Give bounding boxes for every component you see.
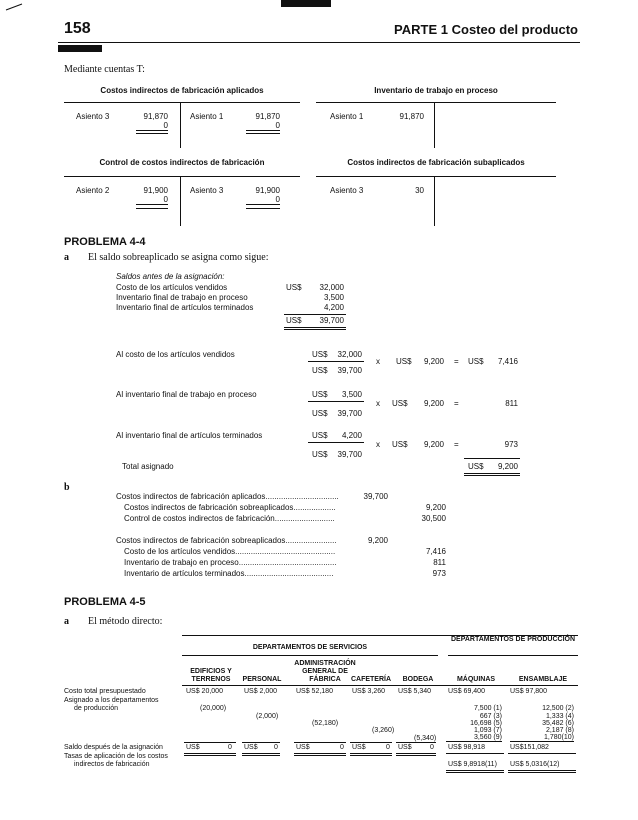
dept-servicios-header: DEPARTAMENTOS DE SERVICIOS — [252, 644, 368, 651]
part-a-text: El método directo: — [88, 616, 163, 627]
cell-budget: US$ 20,000 — [186, 688, 223, 695]
cell-ens: 1,333 (4) — [545, 713, 574, 720]
cell-budget: US$ 97,800 — [510, 688, 547, 695]
total-asignado-currency: US$ — [468, 462, 484, 471]
cell-assign: (5,340) — [414, 735, 437, 742]
cell-budget: US$ 5,340 — [398, 688, 432, 695]
corner-stroke — [6, 4, 22, 10]
col-edificios: EDIFICIOS Y TERRENOS — [190, 668, 232, 683]
alloc-denominator: 39,700 — [337, 409, 362, 418]
entry-total: 0 — [246, 121, 280, 131]
saldo-label: Costo de los artículos vendidos — [116, 283, 228, 292]
col-admin-general: ADMINISTRACIÓN GENERAL DE FÁBRICA — [294, 660, 356, 683]
col-cafeteria: CAFETERÍA — [350, 676, 392, 683]
problem-4-4-title: PROBLEMA 4-4 — [64, 236, 146, 248]
journal-credit: 973 — [432, 569, 446, 578]
cell-assign: (20,000) — [200, 705, 227, 712]
taccount-title: Costos indirectos de fabricación aplicados — [100, 86, 264, 95]
cell-ens: 12,500 (2) — [542, 705, 574, 712]
cell-ens: 2,187 (8) — [545, 727, 574, 734]
taccount-title: Costos indirectos de fabricación subaplicados — [347, 158, 525, 167]
entry-label: Asiento 2 — [76, 186, 110, 195]
alloc-label: Al inventario final de trabajo en proceso — [116, 390, 257, 399]
cell-after-currency: US$ — [244, 744, 258, 751]
saldo-total-currency: US$ — [286, 316, 302, 325]
alloc-multiplier: 9,200 — [423, 357, 444, 366]
part-a-letter: a — [64, 252, 69, 263]
entry-label: Asiento 3 — [190, 186, 224, 195]
saldo-value: 3,500 — [323, 293, 344, 302]
alloc-mult-currency: US$ — [396, 357, 412, 366]
entry-label: Asiento 1 — [330, 112, 364, 121]
cell-ens: 35,482 (6) — [542, 720, 574, 727]
cell-budget: US$ 52,180 — [296, 688, 333, 695]
alloc-denominator: 39,700 — [337, 450, 362, 459]
cell-after: 0 — [386, 744, 390, 751]
alloc-currency: US$ — [312, 431, 328, 440]
alloc-times: x — [376, 440, 380, 449]
cell-maq: 667 (3) — [479, 713, 502, 720]
page-number: 158 — [64, 20, 91, 37]
journal-credit: 30,500 — [421, 514, 446, 523]
alloc-multiplier: 9,200 — [423, 399, 444, 408]
journal-account: Inventario de artículos terminados........................................ — [124, 569, 334, 578]
row-rates-label: Tasas de aplicación de los costos — [64, 753, 168, 760]
alloc-currency: US$ — [312, 390, 328, 399]
taccount-title: Control de costos indirectos de fabricación — [99, 158, 265, 167]
alloc-equals: = — [454, 440, 459, 449]
entry-label: Asiento 3 — [76, 112, 110, 121]
cell-budget: US$ 3,260 — [352, 688, 386, 695]
header-block-mark — [58, 45, 102, 52]
cell-maq: 16,698 (5) — [470, 720, 502, 727]
cell-rate-maq: US$ 9,8918(11) — [448, 761, 497, 768]
cell-after: 0 — [430, 744, 434, 751]
alloc-label: Al inventario final de artículos terminados — [116, 431, 263, 440]
journal-credit: 7,416 — [425, 547, 446, 556]
journal-debit: 39,700 — [363, 492, 388, 501]
alloc-times: x — [376, 357, 380, 366]
col-maquinas: MÁQUINAS — [456, 676, 496, 683]
alloc-equals: = — [454, 399, 459, 408]
header-rule — [58, 42, 580, 43]
col-ensamblaje: ENSAMBLAJE — [518, 676, 568, 683]
row-assign-label: Asignado a los departamentos — [64, 697, 159, 704]
entry-value: 91,900 — [143, 186, 168, 195]
alloc-den-currency: US$ — [312, 366, 328, 375]
cell-after-currency: US$ — [296, 744, 310, 751]
alloc-numerator: 32,000 — [337, 350, 362, 359]
alloc-result: 7,416 — [497, 357, 518, 366]
alloc-result: 973 — [504, 440, 518, 449]
col-bodega: BODEGA — [402, 676, 434, 683]
cell-after-currency: US$ — [398, 744, 412, 751]
journal-account: Costos indirectos de fabricación sobreaplicados....................... — [116, 536, 337, 545]
entry-total: 0 — [136, 121, 168, 131]
cell-after: 0 — [228, 744, 232, 751]
part-label: PARTE 1 — [394, 22, 448, 37]
total-asignado-value: 9,200 — [497, 462, 518, 471]
alloc-numerator: 4,200 — [341, 431, 362, 440]
alloc-mult-currency: US$ — [392, 440, 408, 449]
running-header — [394, 22, 578, 37]
cell-after: 0 — [274, 744, 278, 751]
alloc-multiplier: 9,200 — [423, 440, 444, 449]
cell-after-maq: US$ 98,918 — [448, 744, 485, 751]
journal-account: Costos indirectos de fabricación aplicados................................. — [116, 492, 339, 501]
cell-after-currency: US$ — [186, 744, 200, 751]
cell-maq: 3,560 (9) — [446, 734, 502, 742]
saldo-value: 4,200 — [323, 303, 344, 312]
alloc-den-currency: US$ — [312, 450, 328, 459]
journal-credit: 811 — [433, 558, 446, 567]
alloc-label: Al costo de los artículos vendidos — [116, 350, 235, 359]
cell-budget: US$ 2,000 — [244, 688, 278, 695]
row-after-label: Saldo después de la asignación — [64, 744, 163, 751]
part-a-text: El saldo sobreaplicado se asigna como sigue: — [88, 252, 269, 263]
cell-after: 0 — [340, 744, 344, 751]
entry-value: 91,870 — [255, 112, 280, 121]
part-a-letter: a — [64, 616, 69, 627]
alloc-result: 811 — [505, 399, 518, 408]
cell-after-ens: US$151,082 — [510, 744, 549, 751]
alloc-equals: = — [454, 357, 459, 366]
alloc-result-currency: US$ — [468, 357, 484, 366]
cell-assign: (2,000) — [256, 713, 279, 720]
alloc-times: x — [376, 399, 380, 408]
saldos-title: Saldos antes de la asignación: — [116, 272, 225, 281]
entry-label: Asiento 1 — [190, 112, 224, 121]
alloc-mult-currency: US$ — [392, 399, 408, 408]
entry-total: 0 — [246, 195, 280, 205]
row-rates-label: indirectos de fabricación — [74, 761, 150, 768]
journal-account: Costos indirectos de fabricación sobreaplicados................... — [124, 503, 336, 512]
saldo-total: 39,700 — [319, 316, 344, 325]
entry-value: 30 — [415, 186, 424, 195]
cell-budget: US$ 69,400 — [448, 688, 485, 695]
journal-credit: 9,200 — [425, 503, 446, 512]
cell-after-currency: US$ — [352, 744, 366, 751]
intro-text: Mediante cuentas T: — [64, 64, 145, 75]
top-tab-mark — [281, 0, 331, 7]
journal-account: Inventario de trabajo en proceso............................................ — [124, 558, 337, 567]
saldo-label: Inventario final de trabajo en proceso — [116, 293, 248, 302]
entry-label: Asiento 3 — [330, 186, 364, 195]
entry-value: 91,870 — [143, 112, 168, 121]
cell-ens: 1,780(10) — [510, 734, 574, 742]
cell-maq: 1,093 (7) — [473, 727, 502, 734]
problem-4-5-title: PROBLEMA 4-5 — [64, 596, 146, 608]
cell-assign: (3,260) — [372, 727, 395, 734]
journal-account: Control de costos indirectos de fabricación........................... — [124, 514, 335, 523]
cell-assign: (52,180) — [312, 720, 339, 727]
alloc-numerator: 3,500 — [341, 390, 362, 399]
alloc-den-currency: US$ — [312, 409, 328, 418]
taccount-title: Inventario de trabajo en proceso — [374, 86, 498, 95]
col-personal: PERSONAL — [242, 676, 282, 683]
row-budget-label: Costo total presupuestado — [64, 688, 146, 695]
cell-rate-ens: US$ 5,0316(12) — [510, 761, 560, 768]
alloc-denominator: 39,700 — [337, 366, 362, 375]
dept-produccion-header: DEPARTAMENTOS DE PRODUCCIÓN — [450, 636, 576, 643]
part-b-letter: b — [64, 482, 70, 493]
saldo-currency: US$ — [286, 283, 302, 292]
total-asignado-label: Total asignado — [122, 462, 174, 471]
cell-maq: 7,500 (1) — [473, 705, 502, 712]
entry-total: 0 — [136, 195, 168, 205]
journal-account: Costo de los artículos vendidos............................................. — [124, 547, 336, 556]
saldo-label: Inventario final de artículos terminados — [116, 303, 254, 312]
alloc-currency: US$ — [312, 350, 328, 359]
part-title: Costeo del producto — [451, 22, 578, 37]
saldo-value: 32,000 — [319, 283, 344, 292]
entry-value: 91,900 — [255, 186, 280, 195]
journal-debit: 9,200 — [367, 536, 388, 545]
entry-value: 91,870 — [399, 112, 424, 121]
row-assign-label: de producción — [74, 705, 118, 712]
